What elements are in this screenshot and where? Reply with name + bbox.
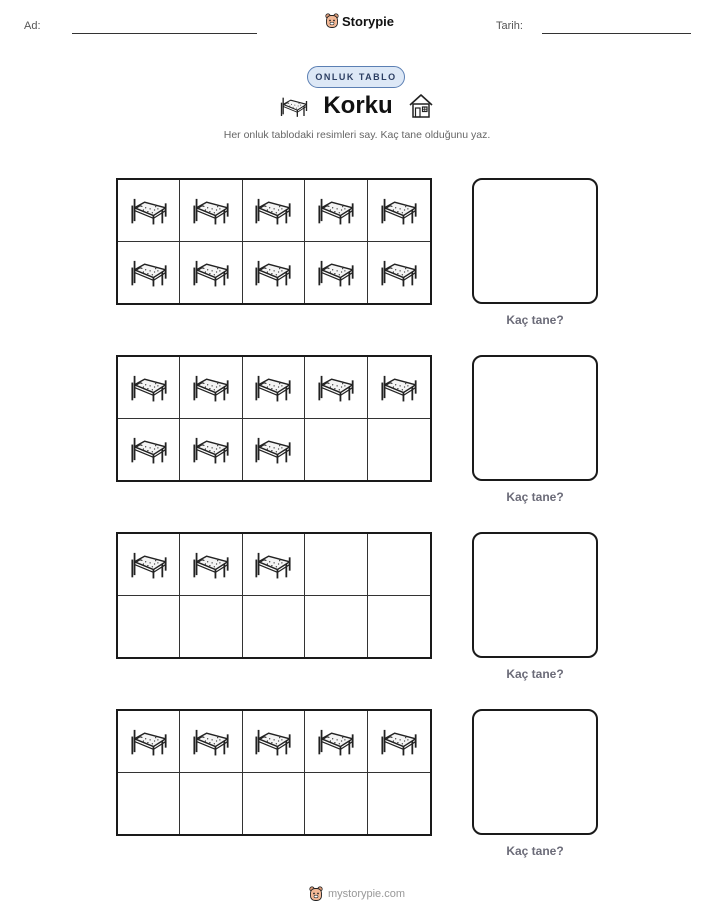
answer-box[interactable] (472, 709, 598, 835)
bed-icon (316, 194, 356, 226)
house-icon (407, 92, 435, 120)
ten-frame-cell (180, 357, 242, 419)
answer-box[interactable] (472, 178, 598, 304)
ten-frame-cell (180, 773, 242, 835)
bed-icon (253, 433, 293, 465)
bed-icon (191, 433, 231, 465)
bed-icon (316, 725, 356, 757)
ten-frame-cell (368, 534, 430, 596)
date-line[interactable] (542, 33, 691, 34)
ten-frame-cell (305, 596, 367, 658)
ten-frame-cell (180, 242, 242, 304)
ten-frame-cell (118, 357, 180, 419)
ten-frame-cell (305, 357, 367, 419)
ten-frame-cell (243, 242, 305, 304)
bed-icon (379, 371, 419, 403)
ten-frame-cell (243, 596, 305, 658)
ten-frame (116, 532, 432, 659)
bed-icon (253, 548, 293, 580)
bear-mascot-icon (309, 886, 323, 902)
ten-frame-cell (118, 773, 180, 835)
name-label: Ad: (24, 20, 41, 32)
bed-icon (379, 256, 419, 288)
ten-frame (116, 178, 432, 305)
ten-frame-cell (305, 773, 367, 835)
ten-frame-cell (243, 711, 305, 773)
ten-frame-cell (305, 534, 367, 596)
ten-frame-cell (368, 419, 430, 481)
ten-frame-cell (118, 419, 180, 481)
bed-icon (316, 256, 356, 288)
ten-frame-cell (243, 180, 305, 242)
ten-frame-cell (243, 419, 305, 481)
name-line[interactable] (72, 33, 257, 34)
answer-label: Kaç tane? (506, 490, 564, 504)
ten-frame-cell (243, 534, 305, 596)
title-row (0, 92, 714, 120)
footer (0, 886, 714, 902)
worksheet-badge: ONLUK TABLO (307, 66, 405, 88)
bed-icon (191, 371, 231, 403)
ten-frame (116, 355, 432, 482)
ten-frame-cell (118, 711, 180, 773)
ten-frame (116, 709, 432, 836)
ten-frame-cell (243, 357, 305, 419)
date-label: Tarih: (496, 20, 523, 32)
bed-icon (253, 256, 293, 288)
ten-frame-cell (180, 419, 242, 481)
ten-frame-cell (118, 242, 180, 304)
ten-frame-cell (368, 711, 430, 773)
ten-frame-cell (305, 419, 367, 481)
brand-name: Storypie (342, 13, 395, 29)
bed-icon (191, 194, 231, 226)
answer-label: Kaç tane? (506, 313, 564, 327)
ten-frame-cell (118, 180, 180, 242)
ten-frame-cell (180, 711, 242, 773)
bed-icon (279, 94, 309, 118)
bed-icon (129, 194, 169, 226)
footer-url: mystorypie.com (327, 888, 406, 900)
bed-icon (191, 725, 231, 757)
answer-label: Kaç tane? (506, 844, 564, 858)
ten-frame-cell (243, 773, 305, 835)
ten-frame-cell (180, 596, 242, 658)
ten-frame-cell (305, 711, 367, 773)
bed-icon (191, 256, 231, 288)
answer-label: Kaç tane? (506, 667, 564, 681)
ten-frame-cell (368, 180, 430, 242)
page-title: Korku (323, 92, 393, 119)
bed-icon (129, 548, 169, 580)
bed-icon (253, 725, 293, 757)
bear-mascot-icon (325, 13, 339, 29)
bed-icon (129, 433, 169, 465)
bed-icon (379, 194, 419, 226)
instructions: Her onluk tablodaki resimleri say. Kaç tane olduğunu yaz. (223, 129, 491, 141)
ten-frame-cell (368, 357, 430, 419)
bed-icon (129, 256, 169, 288)
bed-icon (316, 371, 356, 403)
answer-box[interactable] (472, 355, 598, 481)
bed-icon (129, 725, 169, 757)
answer-box[interactable] (472, 532, 598, 658)
ten-frame-cell (305, 180, 367, 242)
ten-frame-cell (180, 180, 242, 242)
ten-frame-cell (368, 773, 430, 835)
ten-frame-cell (368, 596, 430, 658)
brand-logo (325, 13, 394, 29)
bed-icon (253, 194, 293, 226)
bed-icon (253, 371, 293, 403)
ten-frame-cell (180, 534, 242, 596)
bed-icon (379, 725, 419, 757)
ten-frame-cell (368, 242, 430, 304)
ten-frame-cell (118, 596, 180, 658)
ten-frame-cell (305, 242, 367, 304)
ten-frame-cell (118, 534, 180, 596)
bed-icon (129, 371, 169, 403)
bed-icon (191, 548, 231, 580)
